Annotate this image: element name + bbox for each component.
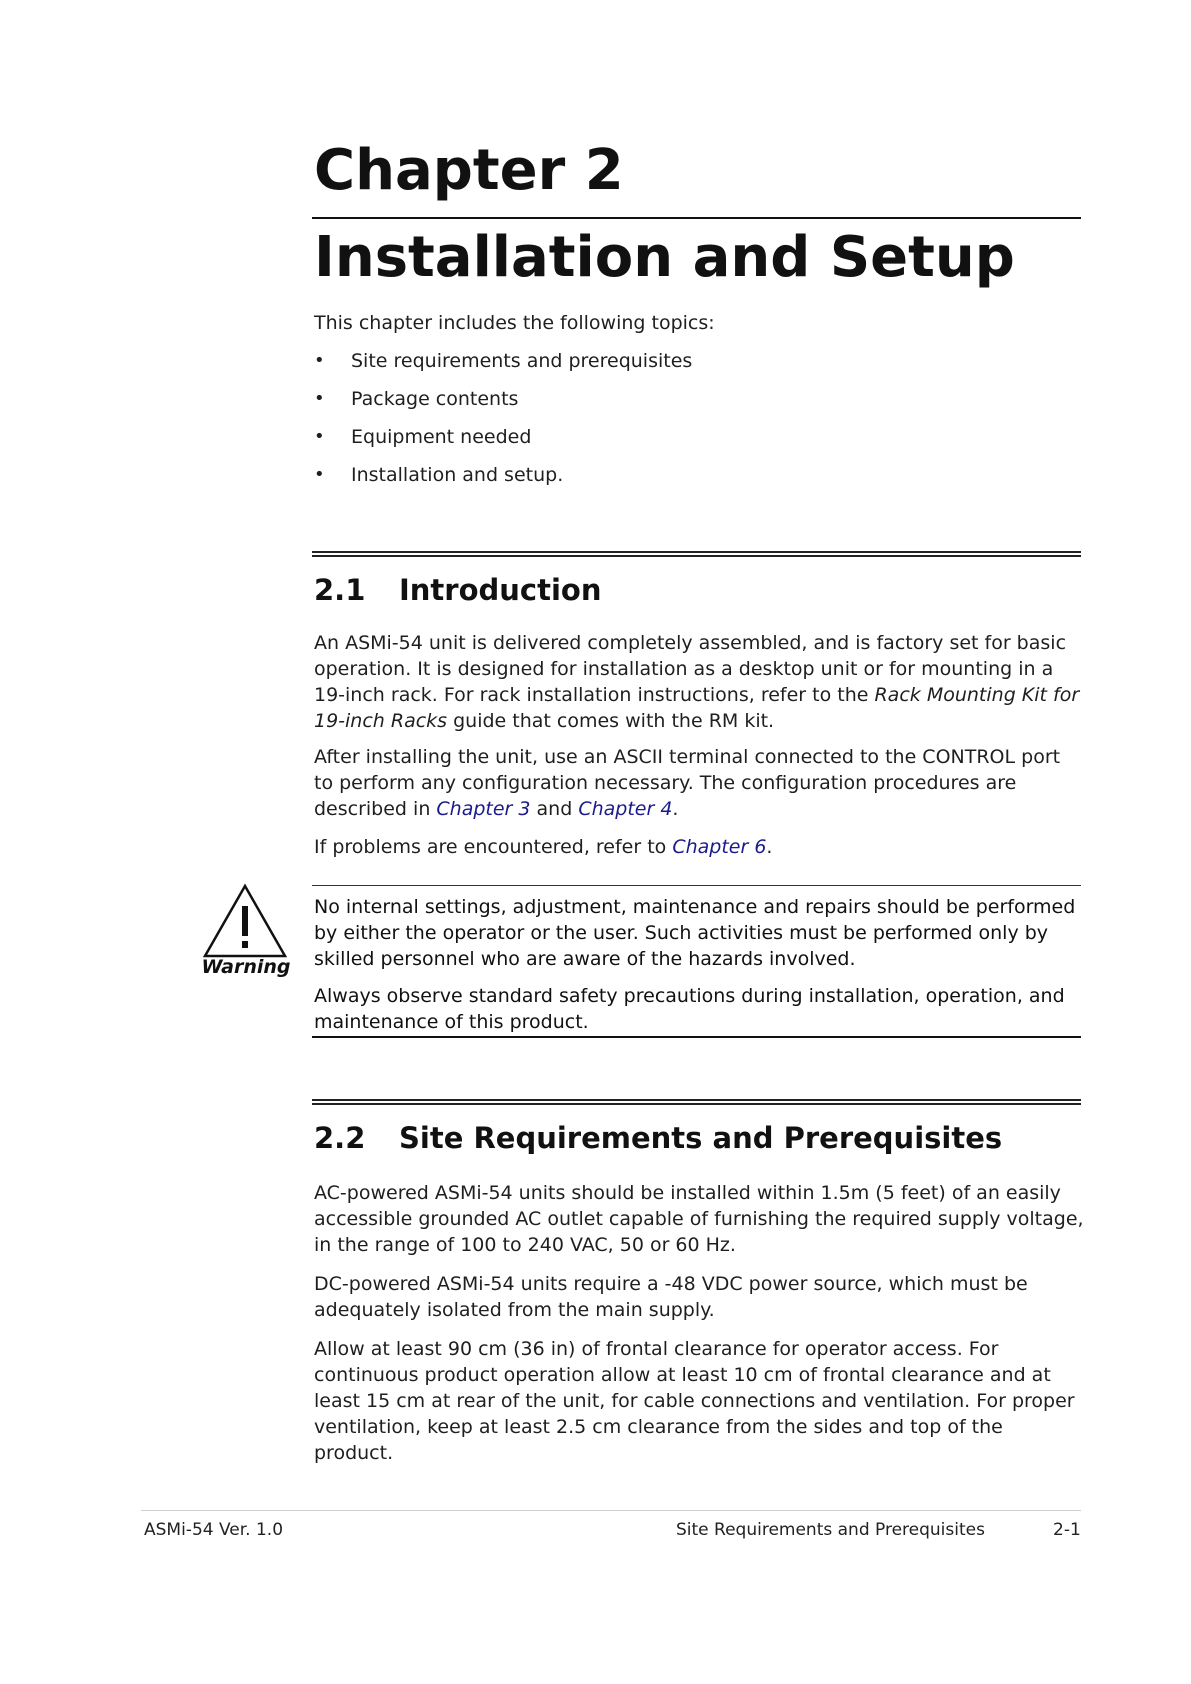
paragraph-text: If problems are encountered, refer to bbox=[314, 836, 673, 858]
chapter-4-link[interactable]: Chapter 4 bbox=[578, 798, 673, 820]
list-item bbox=[314, 348, 692, 386]
intro-paragraph-3 bbox=[314, 834, 1084, 860]
list-item bbox=[314, 462, 692, 500]
topic-text: Equipment needed bbox=[351, 426, 532, 448]
list-item bbox=[314, 424, 692, 462]
bullet-icon: • bbox=[314, 350, 325, 371]
warning-bottom-rule bbox=[312, 1036, 1081, 1038]
chapter-3-link[interactable]: Chapter 3 bbox=[436, 798, 531, 820]
warning-top-rule bbox=[312, 885, 1081, 886]
chapter-title: Installation and Setup bbox=[314, 225, 1015, 290]
warning-text-2: Always observe standard safety precautions during installation, operation, and maintenance of this product. bbox=[314, 985, 1065, 1033]
site-paragraph-2: DC-powered ASMi-54 units require a -48 VDC power source, which must be adequately isolated from the main supply. bbox=[314, 1273, 1028, 1321]
warning-triangle-icon bbox=[201, 882, 289, 960]
footer-version: ASMi-54 Ver. 1.0 bbox=[144, 1520, 284, 1540]
topic-list bbox=[314, 348, 692, 500]
section-number: 2.1 bbox=[314, 573, 366, 607]
section-title: Site Requirements and Prerequisites bbox=[399, 1121, 1003, 1155]
footer-rule bbox=[141, 1510, 1081, 1511]
site-paragraph-1: AC-powered ASMi-54 units should be installed within 1.5m (5 feet) of an easily accessible grounded AC outlet capable of furnishing the required supply voltage, in the range of 100 to 240 VAC, 50 or 60 Hz. bbox=[314, 1182, 1084, 1256]
paragraph-text: After installing the unit, use an ASCII terminal connected to the CONTROL port to perform any configuration necessary. The configuration procedures are described in bbox=[314, 746, 1061, 820]
section-divider bbox=[312, 1099, 1081, 1105]
topic-text: Site requirements and prerequisites bbox=[351, 350, 693, 372]
guide-title: Rack Mounting Kit for 19-inch Racks bbox=[314, 684, 1080, 732]
site-paragraph-3: Allow at least 90 cm (36 in) of frontal clearance for operator access. For continuous product operation allow at least 10 cm of frontal clearance and at least 15 cm at rear of the unit, for cable connections and ventilation. For proper ventilation, keep at least 2.5 cm clearance from the sides and top of the product. bbox=[314, 1338, 1075, 1464]
footer-section-title: Site Requirements and Prerequisites bbox=[676, 1520, 985, 1540]
topic-text: Installation and setup. bbox=[351, 464, 564, 486]
intro-text: This chapter includes the following topics: bbox=[314, 312, 715, 334]
paragraph-text: An ASMi-54 unit is delivered completely assembled, and is factory set for basic operation. It is designed for installation as a desktop unit or for mounting in a 19-inch rack. For rack installation instructions, refer to the bbox=[314, 632, 1067, 706]
chapter-label: Chapter 2 bbox=[314, 138, 624, 203]
chapter-6-link[interactable]: Chapter 6 bbox=[672, 836, 767, 858]
section-heading-2-1 bbox=[314, 572, 602, 608]
paragraph-text: . bbox=[766, 836, 773, 858]
bullet-icon: • bbox=[314, 388, 325, 409]
bullet-icon: • bbox=[314, 426, 325, 447]
paragraph-text: and bbox=[530, 798, 579, 820]
bullet-icon: • bbox=[314, 464, 325, 485]
intro-paragraph-1 bbox=[314, 630, 1084, 734]
section-heading-2-2 bbox=[314, 1120, 1002, 1156]
section-title: Introduction bbox=[399, 573, 602, 607]
footer-page-number: 2-1 bbox=[1053, 1520, 1081, 1540]
section-number: 2.2 bbox=[314, 1121, 366, 1155]
topic-text: Package contents bbox=[351, 388, 519, 410]
warning-text-1: No internal settings, adjustment, maintenance and repairs should be performed by either the operator or the user. Such activities must be performed only by skilled personnel who are aware of the hazards involved. bbox=[314, 896, 1076, 970]
paragraph-text: guide that comes with the RM kit. bbox=[447, 710, 775, 732]
chapter-divider bbox=[312, 217, 1081, 219]
list-item bbox=[314, 386, 692, 424]
warning-label: Warning bbox=[201, 956, 291, 978]
section-divider bbox=[312, 551, 1081, 557]
paragraph-text: . bbox=[672, 798, 679, 820]
intro-paragraph-2 bbox=[314, 744, 1084, 822]
